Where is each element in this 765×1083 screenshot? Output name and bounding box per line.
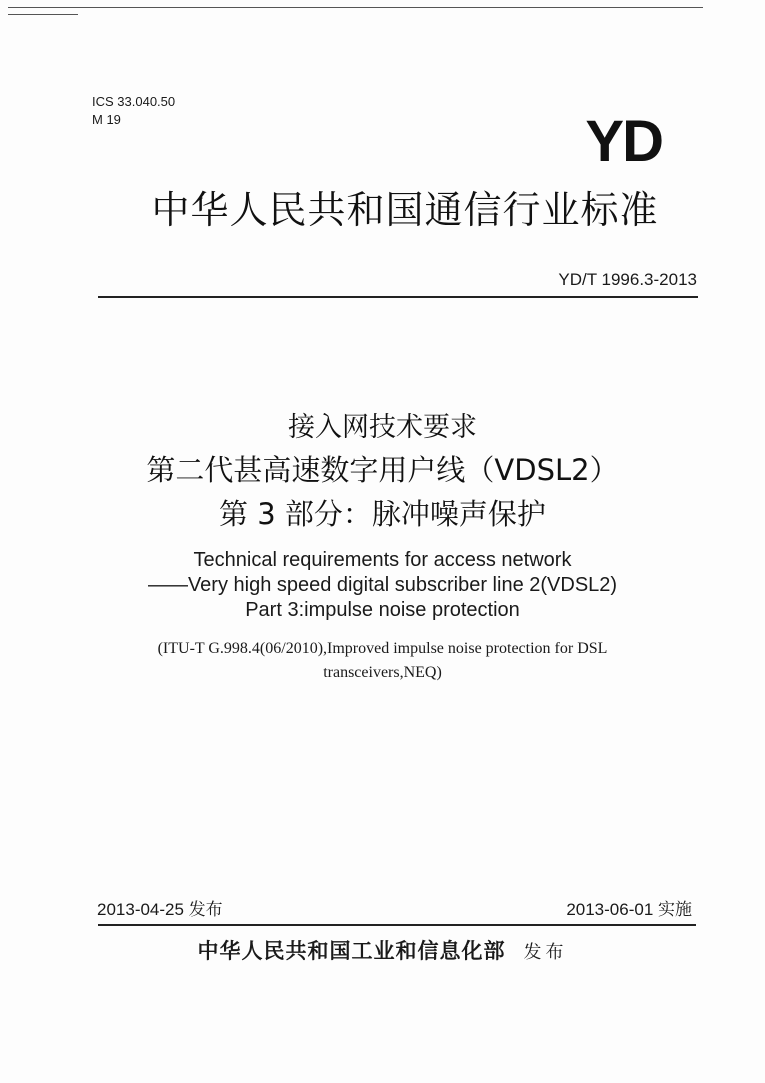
top-scan-line (8, 7, 703, 8)
yd-logo: YD (585, 109, 662, 174)
title-cn-line2: 第二代甚高速数字用户线（VDSL2） (146, 453, 619, 487)
issuer-name: 中华人民共和国工业和信息化部 (197, 938, 506, 963)
standard-number: YD/T 1996.3-2013 (558, 270, 697, 289)
classification-codes (92, 93, 175, 129)
title-cn-line3: 第 3 部分：脉冲噪声保护 (219, 497, 546, 531)
ics-code: ICS 33.040.50 (92, 94, 176, 109)
implement-date: 2013-06-01 实施 (566, 900, 692, 919)
category-code: M 19 (92, 112, 121, 127)
top-divider (98, 296, 698, 298)
issue-label: 发布 (523, 942, 568, 963)
title-en-line1: Technical requirements for access network (193, 549, 572, 571)
title-cn-line1: 接入网技术要求 (288, 412, 477, 443)
title-en-line2: ——Very high speed digital subscriber line 2(VDSL2) (147, 574, 618, 596)
top-scan-line-short (8, 14, 78, 15)
title-en-line3: Part 3:impulse noise protection (245, 599, 520, 621)
standard-title: 中华人民共和国通信行业标准 (151, 188, 659, 232)
reference-line2: transceivers,NEQ) (323, 664, 442, 681)
reference-line1: (ITU-T G.998.4(06/2010),Improved impulse noise protection for DSL (157, 640, 608, 657)
publish-date: 2013-04-25 发布 (97, 900, 223, 919)
issuer-line (0, 936, 765, 968)
bottom-divider (98, 924, 696, 926)
